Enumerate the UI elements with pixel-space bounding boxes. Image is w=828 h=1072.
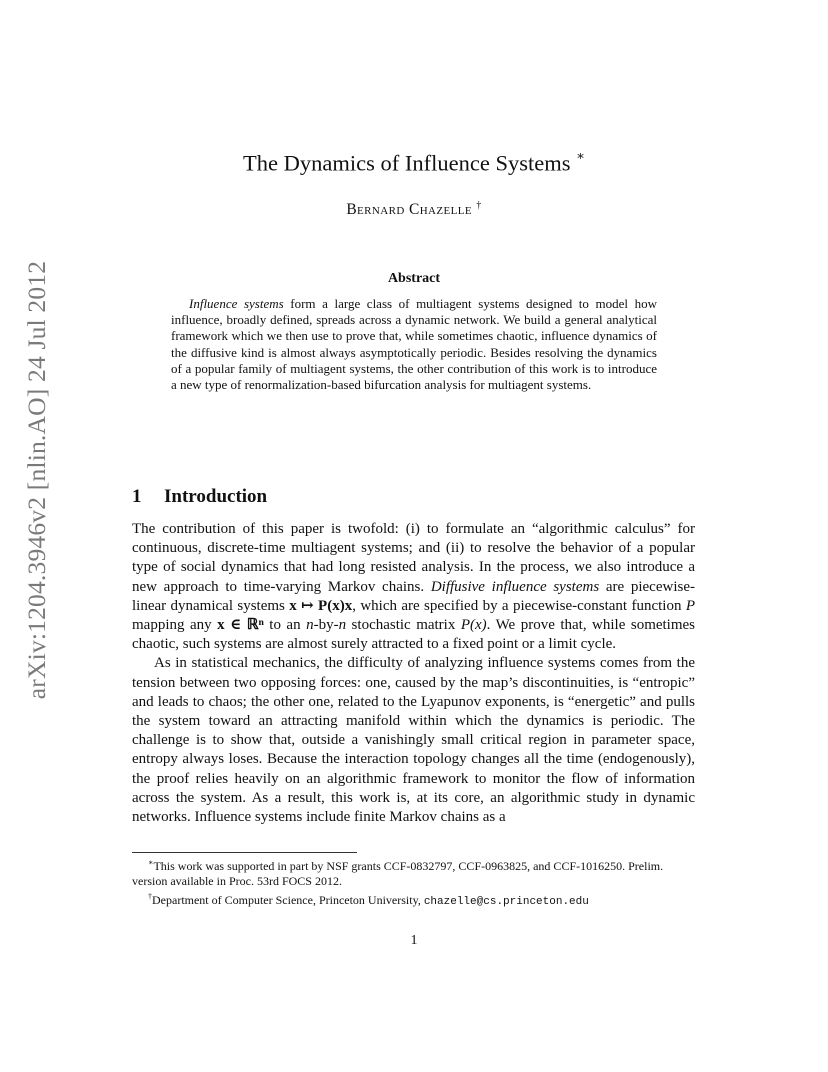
p1-math-n1: n — [306, 617, 314, 634]
footnote-2-text: Department of Computer Science, Princeton University, — [152, 893, 424, 908]
p1-text-b: are piecewise-linear dynamical systems — [132, 578, 695, 614]
p1-text-h: . We prove that, while sometimes chaotic, such systems are almost surely attracted to a fixed point or a limit cycle. — [132, 617, 696, 653]
author-footnote-mark: † — [476, 200, 482, 211]
footnotes — [132, 855, 695, 911]
author-line — [0, 200, 828, 219]
abstract-body — [171, 296, 657, 393]
arxiv-identifier: arXiv:1204.3946v2 [nlin.AO] 24 Jul 2012 — [22, 260, 51, 700]
footnote-2 — [132, 889, 695, 910]
p1-text-g: stochastic matrix — [346, 617, 461, 634]
footnote-1-text: This work was supported in part by NSF grants CCF-0832797, CCF-0963825, and CCF-1016250. Prelim. version available in Proc. 53rd FOCS 2012. — [132, 859, 664, 889]
author-name: Bernard Chazelle — [346, 201, 472, 219]
p1-math-p: P — [685, 597, 695, 614]
abstract-lead-term: Influence systems — [189, 296, 284, 311]
title-footnote-mark: ∗ — [576, 148, 585, 163]
page-number: 1 — [410, 933, 418, 948]
paper-title — [0, 150, 828, 177]
author-email-link[interactable]: chazelle@cs.princeton.edu — [423, 896, 589, 909]
section-heading — [132, 486, 267, 508]
p1-text-c: , which are specified by a piecewise-constant function — [352, 597, 686, 614]
p1-math-n2: n — [338, 617, 347, 634]
abstract-heading: Abstract — [387, 271, 441, 286]
p1-math-px: P(x) — [460, 617, 487, 634]
footnote-2-mark: † — [148, 892, 152, 902]
p1-text-e: to an — [263, 617, 307, 634]
footnote-rule — [132, 852, 357, 853]
footnote-1-mark: ∗ — [148, 858, 154, 867]
footnote-1 — [132, 855, 695, 889]
section-number: 1 — [132, 486, 142, 507]
body-text — [132, 520, 695, 827]
p1-text-f: -by- — [313, 617, 339, 634]
p1-text-d: mapping any — [132, 617, 218, 634]
paragraph-2: As in statistical mechanics, the difficulty of analyzing influence systems comes from the tension between two opposing forces: one, caused by the map’s discontinuities, is “entropic” and leads to chaos; the other one, related to the Lyapunov exponents, is “energetic” and pulls the system toward an attracting manifold within which the dynamics is periodic. The challenge is to show that, outside a vanishingly small critical region in parameter space, entropy always loses. Because the interaction topology changes all the time (endogenously), the proof relies heavily on an algorithmic framework to monitor the flow of information across the system. As a result, this work is, at its core, an algorithmic study in dynamic networks. Influence systems include finite Markov chains as a — [132, 655, 695, 826]
abstract-text: form a large class of multiagent systems designed to model how influence, broadly defined, spreads across a dynamic network. We build a general analytical framework which we then use to prove that, while sometimes chaotic, influence dynamics of the diffusive kind is almost always asymptotically periodic. Besides resolving the dynamics of a popular family of multiagent systems, the other contribution of this work is to introduce a new type of renormalization-based bifurcation analysis for multiagent systems. — [171, 296, 657, 393]
paper-title-text: The Dynamics of Influence Systems — [243, 150, 571, 176]
p1-math-rn: x ∈ ℝⁿ — [217, 617, 264, 634]
p1-italic-term: Diffusive influence systems — [430, 578, 600, 595]
p1-math-map: x ↦ P(x)x — [289, 597, 353, 614]
section-title: Introduction — [164, 486, 268, 507]
paragraph-1 — [132, 520, 695, 654]
p1-text-a: The contribution of this paper is twofold: (i) to formulate an “algorithmic calculus” for continuous, discrete-time multiagent systems; and (ii) to resolve the behavior of a popular type of social dynamics that had long resisted analysis. In the process, we also introduce a new approach to time-varying Markov chains. — [132, 521, 695, 595]
